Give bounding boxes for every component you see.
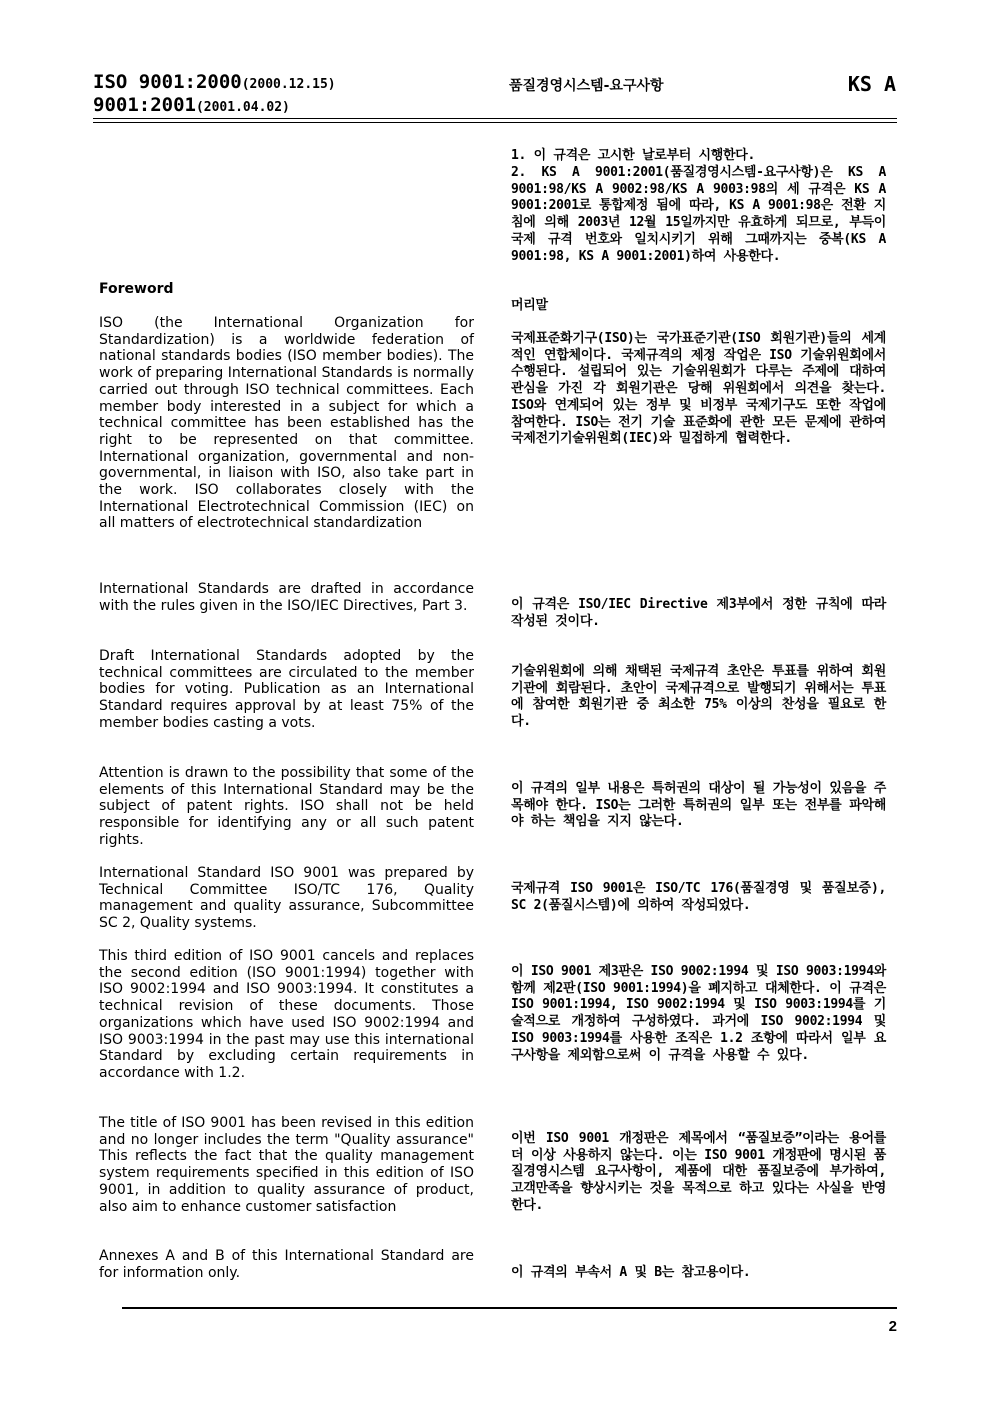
en-paragraph: International Standard ISO 9001 was prepared by Technical Committee ISO/TC 176, Quality management and quality assurance, Subcommittee SC 2, Quality systems. xyxy=(99,865,474,932)
en-paragraph: The title of ISO 9001 has been revised in this edition and no longer includes the term "Quality assurance" This reflects the fact that the quality management system requirements specified in this edition of ISO 9001, in addition to quality assurance of product, also aim to enhance customer satisfaction xyxy=(99,1115,474,1215)
foreword-heading-ko: 머리말 xyxy=(511,298,548,313)
ko-paragraph: 이번 ISO 9001 개정판은 제목에서 “품질보증”이라는 용어를 더 이상 사용하지 않는다. 이는 ISO 9001 개정판에 명시된 품질경영시스템 요구사항이, 제품에 대한 품질보증에 부가하여, 고객만족을 향상시키는 것을 목적으로 하고 있다는 사실을 반영한다. xyxy=(511,1131,886,1213)
ko-paragraph: 이 규격은 ISO/IEC Directive 제3부에서 정한 규칙에 따라 작성된 것이다. xyxy=(511,597,886,629)
document-title: 품질경영시스템-요구사항 xyxy=(509,78,664,94)
ko-paragraph: 기술위원회에 의해 채택된 국제규격 초안은 투표를 위하여 회원기관에 회람된다. 초안이 국제규격으로 발행되기 위해서는 투표에 참여한 회원기관 중 최소한 75% 이상의 찬성을 필요로 한다. xyxy=(511,664,886,730)
en-paragraph: Draft International Standards adopted by the technical committees are circulated to the member bodies for voting. Publication as an International Standard requires approval by at least 75% of the member bodies casting a vots. xyxy=(99,648,474,731)
header-rule xyxy=(93,122,897,123)
ko-paragraph: 국제규격 ISO 9001은 ISO/TC 176(품질경영 및 품질보증), SC 2(품질시스템)에 의하여 작성되었다. xyxy=(511,881,886,913)
standard-number: ISO 9001:2000(2000.12.15) 9001:2001(2001.04.02) xyxy=(93,71,336,116)
en-paragraph: Attention is drawn to the possibility that some of the elements of this International Standard may be the subject of patent rights. ISO shall not be held responsible for identifying any or all such patent rights. xyxy=(99,765,474,848)
en-paragraph: Annexes A and B of this International Standard are for information only. xyxy=(99,1248,474,1281)
header-rule xyxy=(93,118,897,119)
ko-paragraph: 이 규격의 부속서 A 및 B는 참고용이다. xyxy=(511,1265,751,1280)
en-paragraph: International Standards are drafted in accordance with the rules given in the ISO/IEC Directives, Part 3. xyxy=(99,581,474,614)
page-number: 2 xyxy=(888,1318,897,1335)
en-paragraph: This third edition of ISO 9001 cancels and replaces the second edition (ISO 9001:1994) together with ISO 9002:1994 and ISO 9003:1994. It constitutes a technical revision of these documents. Those organizations which have used ISO 9002:1994 and ISO 9003:1994 in the past may use this international Standard by excluding certain requirements in accordance with 1.2. xyxy=(99,948,474,1081)
en-paragraph: ISO (the International Organization for Standardization) is a worldwide federation of national standards bodies (ISO member bodies). The work of preparing International Standards is normally carried out through ISO technical committees. Each member body interested in a subject for which a technical committee has been established has the right to be represented on that committee. International organization, governmental and non-governmental, in liaison with ISO, also take part in the work. ISO collaborates closely with the International Electrotechnical Commission (IEC) on all matters of electrotechnical standardization xyxy=(99,315,474,532)
ko-intro-1: 1. 이 규격은 고시한 날로부터 시행한다. xyxy=(511,148,756,163)
ko-paragraph: 이 규격의 일부 내용은 특허권의 대상이 될 가능성이 있음을 주목해야 한다. ISO는 그러한 특허권의 일부 또는 전부를 파악해야 하는 책임을 지지 않는다. xyxy=(511,781,886,830)
foreword-heading: Foreword xyxy=(99,281,174,297)
ks-code: KS A xyxy=(847,72,896,96)
footer-rule xyxy=(122,1307,897,1309)
ko-paragraph: 이 ISO 9001 제3판은 ISO 9002:1994 및 ISO 9003:1994와 함께 제2판(ISO 9001:1994)을 폐지하고 대체한다. 이 규격은 ISO 9001:1994, ISO 9002:1994 및 ISO 9003:1994를 기술적으로 개정하여 구성하였다. 과거에 ISO 9002:1994 및 ISO 9003:1994를 사용한 조직은 1.2 조항에 따라서 일부 요구사항을 제외함으로써 이 규격을 사용할 수 있다. xyxy=(511,964,886,1063)
ko-intro-2: 2. KS A 9001:2001(품질경영시스템-요구사항)은 KS A 9001:98/KS A 9002:98/KS A 9003:98의 세 규격은 KS A 9001:2001로 통합제정 됨에 따라, KS A 9001:98은 전환 지침에 의해 2003년 12월 15일까지만 유효하게 되므로, 부득이 국제 규격 번호와 일치시키기 위해 그때까지는 중복(KS A 9001:98, KS A 9001:2001)하여 사용한다. xyxy=(511,165,886,264)
ko-paragraph: 국제표준화기구(ISO)는 국가표준기관(ISO 회원기관)들의 세계적인 연합체이다. 국제규격의 제정 작업은 ISO 기술위원회에서 수행된다. 설립되어 있는 기술위원회가 다루는 주제에 대하여 관심을 가진 각 회원기관은 당해 위원회에서 의견을 찾는다. ISO와 연계되어 있는 정부 및 비정부 국제기구도 또한 작업에 참여한다. ISO는 전기 기술 표준화에 관한 모든 문제에 관하여 국제전기기술위원회(IEC)와 밀접하게 협력한다. xyxy=(511,331,886,447)
